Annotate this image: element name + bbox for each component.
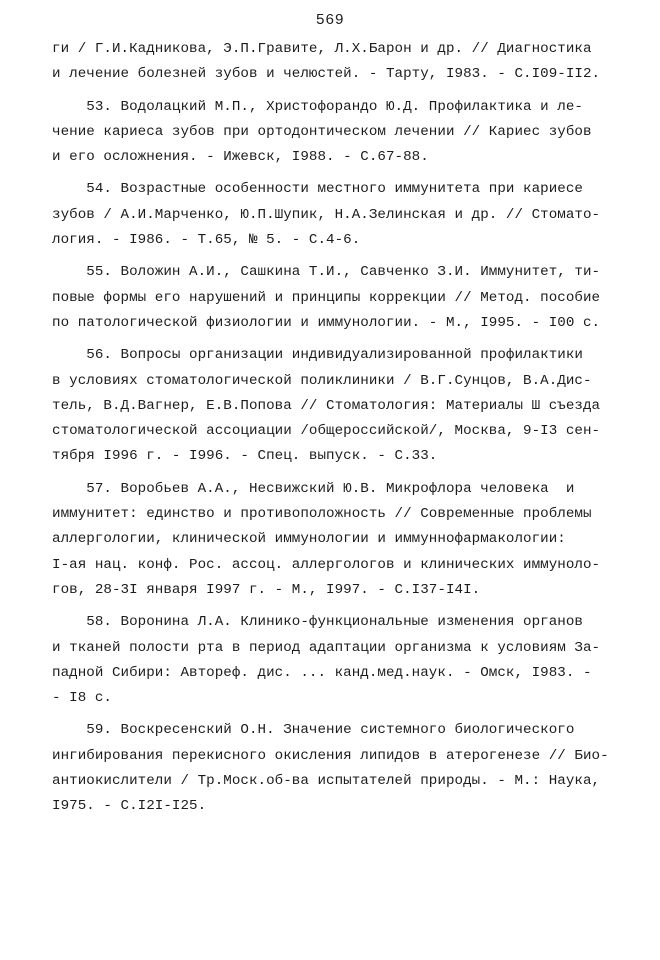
entry-line: тель, В.Д.Вагнер, Е.В.Попова // Стоматология: Материалы Ш съезда — [52, 397, 601, 414]
bibliography-entry-56 — [52, 343, 632, 469]
entry-line: 57. Воробьев А.А., Несвижский Ю.В. Микрофлора человека и — [52, 480, 575, 497]
bibliography-entry-52-continued — [52, 37, 632, 88]
entry-line: иммунитет: единство и противоположность // Современные проблемы — [52, 506, 592, 523]
bibliography-entry-59 — [52, 718, 632, 819]
entry-line: 56. Вопросы организации индивидуализированной профилактики — [52, 347, 583, 364]
entry-line: гов, 28-3I января I997 г. - М., I997. - С.I37-I4I. — [52, 581, 481, 598]
entry-line: 58. Воронина Л.А. Клинико-функциональные изменения органов — [52, 614, 583, 631]
entry-line: 59. Воскресенский О.Н. Значение системного биологического — [52, 722, 575, 739]
entry-line: стоматологической ассоциации /общероссийской/, Москва, 9-I3 сен- — [52, 423, 601, 440]
entry-line: и тканей полости рта в период адаптации организма к условиям За- — [52, 639, 601, 656]
entry-line: ингибирования перекисного окисления липидов в атерогенезе // Био- — [52, 747, 609, 764]
entry-line: I975. - С.I2I-I25. — [52, 798, 207, 815]
entry-line: чение кариеса зубов при ортодонтическом лечении // Кариес зубов — [52, 123, 592, 140]
bibliography-entry-55 — [52, 260, 632, 336]
entry-line: зубов / А.И.Марченко, Ю.П.Шупик, Н.А.Зелинская и др. // Стомато- — [52, 206, 601, 223]
entry-line: в условиях стоматологической поликлиники / В.Г.Сунцов, В.А.Дис- — [52, 372, 592, 389]
entry-line: и его осложнения. - Ижевск, I988. - С.67-88. — [52, 149, 429, 166]
page-number: 569 — [315, 12, 345, 29]
entry-line: антиокислители / Тр.Моск.об-ва испытателей природы. - М.: Наука, — [52, 773, 601, 790]
entry-line: 53. Водолацкий М.П., Христофорандо Ю.Д. Профилактика и ле- — [52, 98, 583, 115]
entry-line: тября I996 г. - I996. - Спец. выпуск. - С.33. — [52, 448, 438, 465]
entry-line: падной Сибири: Автореф. дис. ... канд.мед.наук. - Омск, I983. - — [52, 664, 592, 681]
bibliography-entry-57 — [52, 477, 632, 603]
entry-line: аллергологии, клинической иммунологии и иммуннофармакологии: — [52, 531, 566, 548]
bibliography-entry-53 — [52, 95, 632, 171]
bibliography-list — [52, 37, 632, 820]
entry-line: по патологической физиологии и иммунологии. - М., I995. - I00 с. — [52, 314, 601, 331]
entry-line: 55. Воложин А.И., Сашкина Т.И., Савченко З.И. Иммунитет, ти- — [52, 264, 601, 281]
bibliography-entry-54 — [52, 177, 632, 253]
entry-line: - I8 с. — [52, 690, 112, 707]
entry-line: 54. Возрастные особенности местного иммунитета при кариесе — [52, 181, 583, 198]
bibliography-entry-58 — [52, 610, 632, 711]
entry-line: I-ая нац. конф. Рос. ассоц. аллергологов и клинических иммуноло- — [52, 556, 601, 573]
entry-line: логия. - I986. - Т.65, № 5. - С.4-6. — [52, 232, 361, 249]
entry-line: и лечение болезней зубов и челюстей. - Тарту, I983. - С.I09-II2. — [52, 66, 601, 83]
entry-line: ги / Г.И.Кадникова, Э.П.Гравите, Л.Х.Барон и др. // Диагностика — [52, 41, 592, 57]
entry-line: повые формы его нарушений и принципы коррекции // Метод. пособие — [52, 289, 601, 306]
